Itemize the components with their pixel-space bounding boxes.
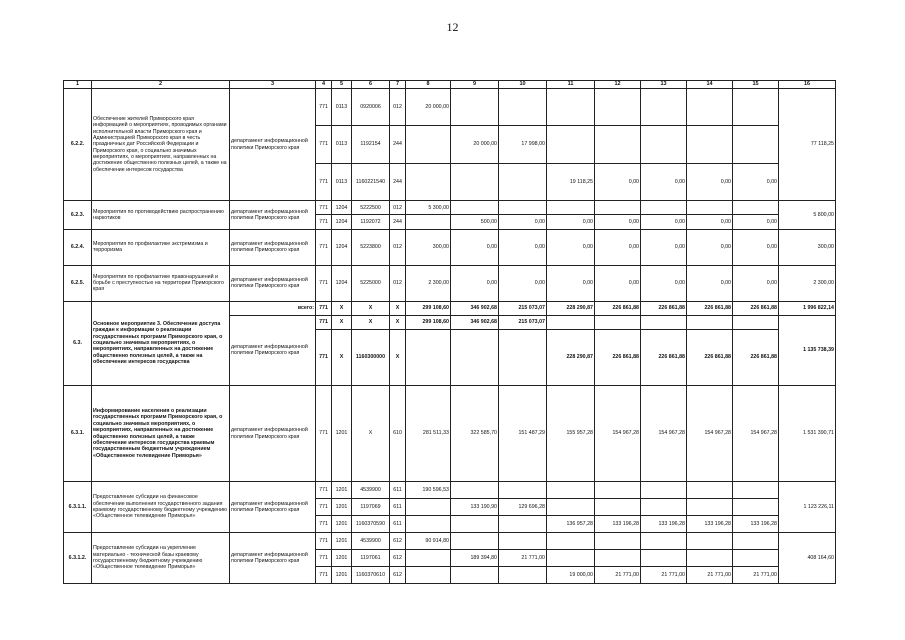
table-cell: 281 511,33: [406, 386, 451, 482]
table-cell: 0,00: [595, 163, 641, 200]
table-cell: [499, 482, 547, 499]
row-name: Мероприятия по противодействию распространению наркотиков: [92, 201, 230, 229]
table-cell: 771: [316, 163, 332, 200]
table-cell: 1197061: [352, 549, 390, 566]
table-cell: 771: [316, 566, 332, 583]
table-cell: 226 861,88: [595, 330, 641, 386]
table-cell: 771: [316, 386, 332, 482]
row-total: 5 800,00: [779, 201, 836, 229]
column-header: 7: [390, 81, 406, 89]
table-cell: 0,00: [547, 229, 595, 265]
table-cell: 154 967,28: [687, 386, 733, 482]
row-executor: департамент информационной политики Приморского края: [230, 265, 316, 301]
table-cell: 612: [390, 549, 406, 566]
table-cell: 154 967,28: [595, 386, 641, 482]
row-name: Основное мероприятие 3. Обеспечение доступа граждан к информации о реализации государственных программ Приморского края, о социально значимых мероприятиях, о мероприятиях, направленных на достижение общественно полезных целей, а также на обеспечение интересов государства: [92, 301, 230, 385]
table-cell: 226 861,88: [641, 301, 687, 315]
row-executor: департамент информационной политики Приморского края: [230, 315, 316, 385]
table-cell: 299 108,60: [406, 301, 451, 315]
table-cell: X: [390, 301, 406, 315]
table-cell: 0,00: [733, 229, 779, 265]
row-code: 6.2.5.: [64, 265, 92, 301]
table-cell: 0,00: [733, 163, 779, 200]
row-executor: департамент информационной политики Приморского края: [230, 386, 316, 482]
table-cell: 190 596,53: [406, 482, 451, 499]
table-cell: 1192072: [352, 215, 390, 229]
row-name: Обеспечение жителей Приморского края информацией о мероприятиях, проводимых органами исполнительной власти Приморского края и Администрацией Приморского края в честь праздничных дат Российской Федерации и Приморского края, о социально значимых мероприятиях, о мероприятиях, направленных на достижение общественно полезных целей, а также на обеспечение интересов государства: [92, 89, 230, 201]
table-cell: [451, 201, 499, 215]
table-cell: [499, 566, 547, 583]
row-total: 408 164,60: [779, 532, 836, 583]
table-cell: [451, 532, 499, 549]
table-cell: 5222500: [352, 201, 390, 215]
table-cell: [733, 549, 779, 566]
table-cell: 771: [316, 126, 332, 163]
table-cell: 771: [316, 482, 332, 499]
table-cell: [406, 215, 451, 229]
table-cell: [451, 515, 499, 532]
table-cell: 1204: [332, 201, 352, 215]
table-cell: 0,00: [733, 215, 779, 229]
table-cell: 0,00: [547, 265, 595, 301]
row-executor: департамент информационной политики Приморского края: [230, 229, 316, 265]
table-cell: 1201: [332, 482, 352, 499]
column-header: 2: [92, 81, 230, 89]
table-cell: 226 861,88: [595, 301, 641, 315]
table-row: [64, 265, 836, 301]
table-cell: [687, 315, 733, 329]
row-total: 1 135 738,39: [779, 315, 836, 385]
table-cell: [406, 515, 451, 532]
budget-table: [63, 80, 836, 584]
table-cell: 136 957,28: [547, 515, 595, 532]
row-total: 77 118,25: [779, 89, 836, 201]
table-cell: [499, 532, 547, 549]
table-cell: 0,00: [499, 215, 547, 229]
table-cell: 0,00: [451, 265, 499, 301]
table-cell: [406, 163, 451, 200]
table-cell: 1201: [332, 498, 352, 515]
table-cell: 4539900: [352, 532, 390, 549]
table-cell: [406, 126, 451, 163]
table-cell: X: [390, 315, 406, 329]
table-cell: 0,00: [547, 215, 595, 229]
table-cell: [499, 201, 547, 215]
table-cell: 1204: [332, 265, 352, 301]
table-cell: 771: [316, 498, 332, 515]
row-name: Мероприятия по профилактике экстремизма и терроризма: [92, 229, 230, 265]
table-cell: [547, 498, 595, 515]
table-cell: 612: [390, 566, 406, 583]
table-cell: 1204: [332, 215, 352, 229]
table-cell: 0,00: [499, 265, 547, 301]
row-code: 6.2.3.: [64, 201, 92, 229]
table-cell: 215 073,07: [499, 315, 547, 329]
table-cell: 346 902,68: [451, 301, 499, 315]
table-cell: 300,00: [406, 229, 451, 265]
table-cell: [406, 549, 451, 566]
table-cell: [499, 515, 547, 532]
table-cell: [547, 549, 595, 566]
column-header: 10: [499, 81, 547, 89]
table-cell: [641, 315, 687, 329]
table-cell: 21 771,00: [641, 566, 687, 583]
table-cell: X: [332, 301, 352, 315]
table-cell: 0,00: [687, 215, 733, 229]
table-cell: 771: [316, 201, 332, 215]
table-cell: 155 957,28: [547, 386, 595, 482]
table-row: [64, 482, 836, 499]
table-cell: 226 861,88: [687, 330, 733, 386]
table-cell: 299 108,60: [406, 315, 451, 329]
table-cell: [641, 532, 687, 549]
table-cell: 1160370610: [352, 566, 390, 583]
table-cell: 1201: [332, 549, 352, 566]
table-cell: 771: [316, 315, 332, 329]
row-total: 2 300,00: [779, 265, 836, 301]
table-row: [64, 386, 836, 482]
table-cell: [733, 498, 779, 515]
column-header: 15: [733, 81, 779, 89]
table-cell: 133 190,90: [451, 498, 499, 515]
table-cell: 1201: [332, 532, 352, 549]
table-cell: 189 394,80: [451, 549, 499, 566]
table-cell: [595, 89, 641, 126]
table-cell: X: [332, 315, 352, 329]
table-cell: 21 771,00: [687, 566, 733, 583]
row-code: 6.3.1.2.: [64, 532, 92, 583]
table-cell: 228 290,87: [547, 301, 595, 315]
table-cell: [687, 549, 733, 566]
table-cell: [687, 482, 733, 499]
table-cell: [547, 482, 595, 499]
table-cell: [406, 566, 451, 583]
table-cell: 0920006: [352, 89, 390, 126]
table-cell: [641, 89, 687, 126]
table-cell: [687, 201, 733, 215]
table-cell: 012: [390, 229, 406, 265]
table-cell: 0,00: [595, 229, 641, 265]
table-cell: 610: [390, 386, 406, 482]
table-row: [64, 229, 836, 265]
table-cell: 771: [316, 301, 332, 315]
row-total: 300,00: [779, 229, 836, 265]
table-cell: 771: [316, 229, 332, 265]
table-cell: 0,00: [687, 163, 733, 200]
row-code: 6.3.1.1.: [64, 482, 92, 533]
table-cell: 771: [316, 265, 332, 301]
table-cell: [451, 566, 499, 583]
table-cell: [595, 315, 641, 329]
row-code: 6.2.4.: [64, 229, 92, 265]
table-cell: [687, 126, 733, 163]
page-number: 12: [446, 20, 459, 34]
table-cell: 0,00: [595, 265, 641, 301]
table-cell: 771: [316, 549, 332, 566]
column-header: 16: [779, 81, 836, 89]
row-total: 1 531 390,71: [779, 386, 836, 482]
table-cell: [547, 201, 595, 215]
table-cell: 771: [316, 330, 332, 386]
table-row: [64, 301, 836, 315]
table-cell: 611: [390, 482, 406, 499]
table-cell: 90 914,80: [406, 532, 451, 549]
table-cell: 1201: [332, 386, 352, 482]
table-cell: 0,00: [641, 229, 687, 265]
table-cell: 19 118,25: [547, 163, 595, 200]
table-cell: X: [352, 315, 390, 329]
row-executor: департамент информационной политики Приморского края: [230, 482, 316, 533]
table-cell: 0,00: [641, 163, 687, 200]
table-cell: [733, 89, 779, 126]
table-cell: 0113: [332, 163, 352, 200]
table-cell: 154 967,28: [641, 386, 687, 482]
table-cell: 0,00: [687, 265, 733, 301]
table-cell: 0,00: [595, 215, 641, 229]
table-cell: 1197069: [352, 498, 390, 515]
table-header-row: [64, 81, 836, 89]
table-cell: 2 300,00: [406, 265, 451, 301]
table-row: [64, 89, 836, 126]
column-header: 8: [406, 81, 451, 89]
table-row: [64, 532, 836, 549]
table-cell: [641, 482, 687, 499]
table-cell: 012: [390, 265, 406, 301]
table-cell: [451, 482, 499, 499]
table-cell: 322 585,70: [451, 386, 499, 482]
table-cell: [641, 201, 687, 215]
table-cell: [406, 498, 451, 515]
row-code: 6.2.2.: [64, 89, 92, 201]
column-header: 3: [230, 81, 316, 89]
row-name: Информирование населения о реализации государственных программ Приморского края, о социально значимых мероприятиях, о мероприятиях, направленных на достижение общественно полезных целей, а также обеспечение интересов государства краевым государственным бюджетным учреждением «Общественное телевидение Приморья»: [92, 386, 230, 482]
row-total: 1 996 822,14: [779, 301, 836, 315]
table-cell: 133 196,28: [595, 515, 641, 532]
table-cell: [499, 330, 547, 386]
table-cell: 21 771,00: [733, 566, 779, 583]
table-cell: 151 487,29: [499, 386, 547, 482]
table-cell: 5223800: [352, 229, 390, 265]
column-header: 11: [547, 81, 595, 89]
table-cell: [595, 498, 641, 515]
table-cell: 21 771,00: [595, 566, 641, 583]
table-cell: 5 300,00: [406, 201, 451, 215]
table-cell: [451, 89, 499, 126]
table-cell: [641, 498, 687, 515]
table-cell: 1160370590: [352, 515, 390, 532]
column-header: 9: [451, 81, 499, 89]
row-executor: департамент информационной политики Приморского края: [230, 89, 316, 201]
table-cell: 226 861,88: [733, 301, 779, 315]
table-cell: [547, 315, 595, 329]
table-cell: 1204: [332, 229, 352, 265]
table-cell: 771: [316, 515, 332, 532]
table-cell: 0113: [332, 89, 352, 126]
table-cell: 012: [390, 89, 406, 126]
row-total: 1 123 226,11: [779, 482, 836, 533]
total-label: всего:: [230, 301, 316, 315]
table-cell: 611: [390, 498, 406, 515]
table-cell: 0113: [332, 126, 352, 163]
table-cell: 4539900: [352, 482, 390, 499]
table-cell: 21 771,00: [499, 549, 547, 566]
column-header: 1: [64, 81, 92, 89]
table-cell: 1192154: [352, 126, 390, 163]
table-cell: [733, 315, 779, 329]
column-header: 4: [316, 81, 332, 89]
table-cell: 226 861,88: [641, 330, 687, 386]
table-cell: 611: [390, 515, 406, 532]
table-cell: 500,00: [451, 215, 499, 229]
table-cell: 1201: [332, 515, 352, 532]
table-cell: [451, 330, 499, 386]
table-cell: 0,00: [733, 265, 779, 301]
table-cell: X: [390, 330, 406, 386]
table-cell: 244: [390, 126, 406, 163]
table-cell: [687, 89, 733, 126]
table-cell: 244: [390, 215, 406, 229]
table-cell: [499, 89, 547, 126]
table-cell: 771: [316, 215, 332, 229]
row-name: Предоставление субсидии на финансовое обеспечение выполнения государственного задания краевому государственному бюджетному учреждению «Общественное телевидение Приморья»: [92, 482, 230, 533]
table-cell: [595, 201, 641, 215]
table-cell: 226 861,88: [687, 301, 733, 315]
row-name: Предоставление субсидии на укрепление материально - технической базы краевому государственному бюджетному учреждению «Общественное телевидение Приморья»: [92, 532, 230, 583]
table-cell: 1160221540: [352, 163, 390, 200]
row-name: Мероприятия по профилактике правонарушений и борьбе с преступностью на территории Приморского края: [92, 265, 230, 301]
table-cell: [733, 482, 779, 499]
table-cell: 1201: [332, 566, 352, 583]
table-cell: [451, 163, 499, 200]
table-cell: [595, 482, 641, 499]
table-cell: [499, 163, 547, 200]
table-cell: 154 967,28: [733, 386, 779, 482]
table-cell: [547, 126, 595, 163]
row-code: 6.3.: [64, 301, 92, 385]
table-cell: 1160300000: [352, 330, 390, 386]
table-cell: 226 861,88: [733, 330, 779, 386]
table-cell: 771: [316, 89, 332, 126]
table-cell: 228 290,87: [547, 330, 595, 386]
row-code: 6.3.1.: [64, 386, 92, 482]
table-cell: 133 196,28: [641, 515, 687, 532]
table-cell: 5225000: [352, 265, 390, 301]
table-cell: [406, 330, 451, 386]
column-header: 6: [352, 81, 390, 89]
table-cell: [733, 201, 779, 215]
table-cell: 244: [390, 163, 406, 200]
table-cell: [595, 549, 641, 566]
column-header: 14: [687, 81, 733, 89]
table-cell: 133 196,28: [687, 515, 733, 532]
table-cell: 19 000,00: [547, 566, 595, 583]
table-cell: [595, 126, 641, 163]
table-row: [64, 201, 836, 215]
table-cell: 17 998,00: [499, 126, 547, 163]
table-cell: [687, 532, 733, 549]
table-cell: 133 196,28: [733, 515, 779, 532]
table-cell: 0,00: [641, 215, 687, 229]
table-cell: 346 902,68: [451, 315, 499, 329]
row-executor: департамент информационной политики Приморского края: [230, 201, 316, 229]
table-cell: 0,00: [451, 229, 499, 265]
table-cell: 612: [390, 532, 406, 549]
table-cell: 0,00: [641, 265, 687, 301]
table-cell: 215 073,07: [499, 301, 547, 315]
table-cell: X: [332, 330, 352, 386]
table-cell: 0,00: [499, 229, 547, 265]
table-cell: [733, 126, 779, 163]
table-cell: X: [352, 386, 390, 482]
table-cell: 20 000,00: [406, 89, 451, 126]
row-executor: департамент информационной политики Приморского края: [230, 532, 316, 583]
table-cell: [547, 532, 595, 549]
table-cell: [547, 89, 595, 126]
column-header: 5: [332, 81, 352, 89]
table-cell: [641, 549, 687, 566]
column-header: 13: [641, 81, 687, 89]
table-cell: 771: [316, 532, 332, 549]
table-cell: [733, 532, 779, 549]
table-cell: 012: [390, 201, 406, 215]
table-cell: 20 000,00: [451, 126, 499, 163]
table-cell: 0,00: [687, 229, 733, 265]
table-cell: [641, 126, 687, 163]
table-cell: X: [352, 301, 390, 315]
table-cell: 129 696,28: [499, 498, 547, 515]
table-cell: [595, 532, 641, 549]
table-cell: [687, 498, 733, 515]
column-header: 12: [595, 81, 641, 89]
